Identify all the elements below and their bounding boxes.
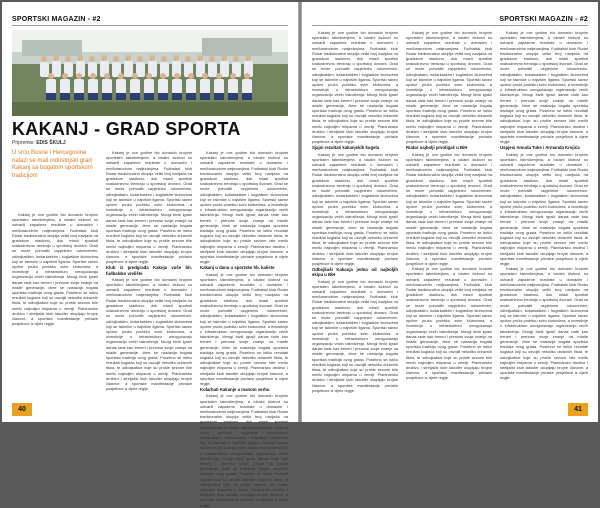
right-page <box>302 2 598 422</box>
body-paragraph: Kakanj je ove godine bio domaćin brojnim sportskim takmičenjima, a lokalni klubovi su ostvarili zapažene rezultate u domaćim i međunarodnim natjecanjima. Fudbalski klub Rudar tradicionalno okuplja veliki broj navijača na gradskom stadionu, dok mladi sportisti svakodnevno treniraju u sportskoj dvorani. Grad se može pohvaliti uspješnim rukometnim, odbojkaškim, košarkaškim i kuglaškim klubovima koji se takmiče u najvišim ligama. Sportski savez općine pruža podršku svim klubovima, a investicije u infrastrukturu omogućavaju organizaciju većih takmičenja. Mnogi bivši igrači danas rade kao treneri i prenose svoje znanje na mlađe generacije, čime se nastavlja bogata sportska tradicija ovog grada. Posebno se ističu rezultati kuglača koji su osvojili nekoliko državnih titula, te odbojkašice koje su prošle sezone bile među najboljim ekipama u zemlji. Planinarsko društvo i streljački klub također okupljaju brojne članove, a sportske manifestacije privlače posjetioce iz cijele regije. <box>500 151 588 266</box>
article-lead: U srcu Bosne i Hercegovine nalazi se mali industrijski grad Kakanj sa bogatom sportskom tradicijom <box>12 150 93 179</box>
body-paragraph: Kakanj je ove godine bio domaćin brojnim sportskim takmičenjima, a lokalni klubovi su ostvarili zapažene rezultate u domaćim i međunarodnim natjecanjima. Fudbalski klub Rudar tradicionalno okuplja veliki broj navijača na gradskom stadionu, dok mladi sportisti svakodnevno treniraju u sportskoj dvorani. Grad se može pohvaliti uspješnim rukometnim, odbojkaškim, košarkaškim i kuglaškim klubovima koji se takmiče u najvišim ligama. Sportski savez općine pruža podršku svim klubovima, a investicije u infrastrukturu omogućavaju organizaciju većih takmičenja. Mnogi bivši igrači danas rade kao treneri i prenose svoje znanje na mlađe generacije, čime se nastavlja bogata sportska tradicija ovog grada. Posebno se ističu rezultati kuglača koji su osvojili nekoliko državnih titula, te odbojkašice koje su prošle sezone bile među najboljim ekipama u zemlji. Planinarsko društvo i streljački klub također okupljaju brojne članove, a sportske manifestacije privlače posjetioce iz cijele regije. <box>312 30 398 145</box>
text-column <box>106 150 192 402</box>
subheading: Uspjesi Amuda Tuke i Armanda Krojića <box>500 145 580 151</box>
body-paragraph: Kakanj je ove godine bio domaćin brojnim sportskim takmičenjima, a lokalni klubovi su ostvarili zapažene rezultate u domaćim i međunarodnim natjecanjima. Fudbalski klub Rudar tradicionalno okuplja veliki broj navijača na gradskom stadionu, dok mladi sportisti svakodnevno treniraju u sportskoj dvorani. Grad se može pohvaliti uspješnim rukometnim, odbojkaškim, košarkaškim i kuglaškim klubovima koji se takmiče u najvišim ligama. Sportski savez općine pruža podršku svim klubovima, a investicije u infrastrukturu omogućavaju organizaciju većih takmičenja. Mnogi bivši igrači danas rade kao treneri i prenose svoje znanje na mlađe generacije, čime se nastavlja bogata sportska tradicija ovog grada. Posebno se ističu rezultati kuglača koji su osvojili nekoliko državnih titula, te odbojkašice koje su prošle sezone bile među najboljim ekipama u zemlji. Planinarsko društvo i streljački klub također okupljaju brojne članove, a sportske manifestacije privlače posjetioce iz cijele regije. <box>312 278 398 393</box>
body-paragraph: Kakanj je ove godine bio domaćin brojnim sportskim takmičenjima, a lokalni klubovi su ostvarili zapažene rezultate u domaćim i međunarodnim natjecanjima. Fudbalski klub Rudar tradicionalno okuplja veliki broj navijača na gradskom stadionu, dok mladi sportisti svakodnevno treniraju u sportskoj dvorani. Grad se može pohvaliti uspješnim rukometnim, odbojkaškim, košarkaškim i kuglaškim klubovima koji se takmiče u najvišim ligama. Sportski savez općine pruža podršku svim klubovima, a investicije u infrastrukturu omogućavaju organizaciju većih takmičenja. Mnogi bivši igrači danas rade kao treneri i prenose svoje znanje na mlađe generacije, čime se nastavlja bogata sportska tradicija ovog grada. Posebno se ističu rezultati kuglača koji su osvojili nekoliko državnih titula, te odbojkašice koje su prošle sezone bile među najboljim ekipama u zemlji. Planinarsko društvo i streljački klub također okupljaju brojne članove, a sportske manifestacije privlače posjetioce iz cijele regije. <box>200 393 288 508</box>
text-column <box>500 30 588 402</box>
body-paragraph: Kakanj je ove godine bio domaćin brojnim sportskim takmičenjima, a lokalni klubovi su ostvarili zapažene rezultate u domaćim i međunarodnim natjecanjima. Fudbalski klub Rudar tradicionalno okuplja veliki broj navijača na gradskom stadionu, dok mladi sportisti svakodnevno treniraju u sportskoj dvorani. Grad se može pohvaliti uspješnim rukometnim, odbojkaškim, košarkaškim i kuglaškim klubovima koji se takmiče u najvišim ligama. Sportski savez općine pruža podršku svim klubovima, a investicije u infrastrukturu omogućavaju organizaciju većih takmičenja. Mnogi bivši igrači danas rade kao treneri i prenose svoje znanje na mlađe generacije, čime se nastavlja bogata sportska tradicija ovog grada. Posebno se ističu rezultati kuglača koji su osvojili nekoliko državnih titula, te odbojkašice koje su prošle sezone bile među najboljim ekipama u zemlji. Planinarsko društvo i streljački klub također okupljaju brojne članove, a sportske manifestacije privlače posjetioce iz cijele regije. <box>200 271 288 386</box>
subheading: Sjajni rezultati kakanjskih kugela <box>312 145 380 151</box>
body-paragraph: Kakanj je ove godine bio domaćin brojnim sportskim takmičenjima, a lokalni klubovi su ostvarili zapažene rezultate u domaćim i međunarodnim natjecanjima. Fudbalski klub Rudar tradicionalno okuplja veliki broj navijača na gradskom stadionu, dok mladi sportisti svakodnevno treniraju u sportskoj dvorani. Grad se može pohvaliti uspješnim rukometnim, odbojkaškim, košarkaškim i kuglaškim klubovima koji se takmiče u najvišim ligama. Sportski savez općine pruža podršku svim klubovima, a investicije u infrastrukturu omogućavaju organizaciju većih takmičenja. Mnogi bivši igrači danas rade kao treneri i prenose svoje znanje na mlađe generacije, čime se nastavlja bogata sportska tradicija ovog grada. Posebno se ističu rezultati kuglača koji su osvojili nekoliko državnih titula, te odbojkašice koje su prošle sezone bile među najboljim ekipama u zemlji. Planinarsko društvo i streljački klub također okupljaju brojne članove, a sportske manifestacije privlače posjetioce iz cijele regije. <box>406 151 492 266</box>
text-column <box>406 30 492 402</box>
left-page <box>2 2 298 508</box>
page-number: 41 <box>568 403 588 416</box>
body-paragraph: Kakanj je ove godine bio domaćin brojnim sportskim takmičenjima, a lokalni klubovi su ostvarili zapažene rezultate u domaćim i međunarodnim natjecanjima. Fudbalski klub Rudar tradicionalno okuplja veliki broj navijača na gradskom stadionu, dok mladi sportisti svakodnevno treniraju u sportskoj dvorani. Grad se može pohvaliti uspješnim rukometnim, odbojkaškim, košarkaškim i kuglaškim klubovima koji se takmiče u najvišim ligama. Sportski savez općine pruža podršku svim klubovima, a investicije u infrastrukturu omogućavaju organizaciju većih takmičenja. Mnogi bivši igrači danas rade kao treneri i prenose svoje znanje na mlađe generacije, čime se nastavlja bogata sportska tradicija ovog grada. Posebno se ističu rezultati kuglača koji su osvojili nekoliko državnih titula, te odbojkašice koje su prošle sezone bile među najboljim ekipama u zemlji. Planinarsko društvo i streljački klub također okupljaju brojne članove, a sportske manifestacije privlače posjetioce iz cijele regije. <box>106 150 192 265</box>
page-header: SPORTSKI MAGAZIN - #2 <box>499 16 588 23</box>
subheading: Kolarbati Kakanje u manom verhu <box>200 387 270 393</box>
article-title: KAKANJ - GRAD SPORTA <box>12 119 241 139</box>
team-photo <box>12 30 288 116</box>
author-name: EDIS ŠKULJ <box>36 140 66 146</box>
body-paragraph: Kakanj je ove godine bio domaćin brojnim sportskim takmičenjima, a lokalni klubovi su ostvarili zapažene rezultate u domaćim i međunarodnim natjecanjima. Fudbalski klub Rudar tradicionalno okuplja veliki broj navijača na gradskom stadionu, dok mladi sportisti svakodnevno treniraju u sportskoj dvorani. Grad se može pohvaliti uspješnim rukometnim, odbojkaškim, košarkaškim i kuglaškim klubovima koji se takmiče u najvišim ligama. Sportski savez općine pruža podršku svim klubovima, a investicije u infrastrukturu omogućavaju organizaciju većih takmičenja. Mnogi bivši igrači danas rade kao treneri i prenose svoje znanje na mlađe generacije, čime se nastavlja bogata sportska tradicija ovog grada. Posebno se ističu rezultati kuglača koji su osvojili nekoliko državnih titula, te odbojkašice koje su prošle sezone bile među najboljim ekipama u zemlji. Planinarsko društvo i streljački klub također okupljaju brojne članove, a sportske manifestacije privlače posjetioce iz cijele regije. <box>500 266 588 381</box>
page-number: 40 <box>12 403 32 416</box>
subheading: Odbojkaši Kakanja jedna od najboljih ekipa u BiH <box>312 267 398 278</box>
author-prefix: Pripremio: <box>12 140 35 146</box>
subheading: Rudar najbolji prvoligaš u BiH <box>406 145 468 151</box>
subheading: Klub iz predgrađa Kaknja vuče bh. fudbalsko vrelište <box>106 265 192 276</box>
text-column <box>312 30 398 402</box>
body-paragraph: Kakanj je ove godine bio domaćin brojnim sportskim takmičenjima, a lokalni klubovi su ostvarili zapažene rezultate u domaćim i međunarodnim natjecanjima. Fudbalski klub Rudar tradicionalno okuplja veliki broj navijača na gradskom stadionu, dok mladi sportisti svakodnevno treniraju u sportskoj dvorani. Grad se može pohvaliti uspješnim rukometnim, odbojkaškim, košarkaškim i kuglaškim klubovima koji se takmiče u najvišim ligama. Sportski savez općine pruža podršku svim klubovima, a investicije u infrastrukturu omogućavaju organizaciju većih takmičenja. Mnogi bivši igrači danas rade kao treneri i prenose svoje znanje na mlađe generacije, čime se nastavlja bogata sportska tradicija ovog grada. Posebno se ističu rezultati kuglača koji su osvojili nekoliko državnih titula, te odbojkašice koje su prošle sezone bile među najboljim ekipama u zemlji. Planinarsko društvo i streljački klub također okupljaju brojne članove, a sportske manifestacije privlače posjetioce iz cijele regije. <box>312 151 398 266</box>
page-header: SPORTSKI MAGAZIN - #2 <box>12 16 101 23</box>
text-column <box>200 150 288 508</box>
text-column <box>12 212 98 402</box>
header-rule <box>312 25 588 26</box>
team-photo-illustration <box>12 30 288 116</box>
subheading: Kakanj u danu u sportske hb. kaliste <box>200 265 275 271</box>
body-paragraph: Kakanj je ove godine bio domaćin brojnim sportskim takmičenjima, a lokalni klubovi su ostvarili zapažene rezultate u domaćim i međunarodnim natjecanjima. Fudbalski klub Rudar tradicionalno okuplja veliki broj navijača na gradskom stadionu, dok mladi sportisti svakodnevno treniraju u sportskoj dvorani. Grad se može pohvaliti uspješnim rukometnim, odbojkaškim, košarkaškim i kuglaškim klubovima koji se takmiče u najvišim ligama. Sportski savez općine pruža podršku svim klubovima, a investicije u infrastrukturu omogućavaju organizaciju većih takmičenja. Mnogi bivši igrači danas rade kao treneri i prenose svoje znanje na mlađe generacije, čime se nastavlja bogata sportska tradicija ovog grada. Posebno se ističu rezultati kuglača koji su osvojili nekoliko državnih titula, te odbojkašice koje su prošle sezone bile među najboljim ekipama u zemlji. Planinarsko društvo i streljački klub također okupljaju brojne članove, a sportske manifestacije privlače posjetioce iz cijele regije. <box>500 30 588 145</box>
body-paragraph: Kakanj je ove godine bio domaćin brojnim sportskim takmičenjima, a lokalni klubovi su ostvarili zapažene rezultate u domaćim i međunarodnim natjecanjima. Fudbalski klub Rudar tradicionalno okuplja veliki broj navijača na gradskom stadionu, dok mladi sportisti svakodnevno treniraju u sportskoj dvorani. Grad se može pohvaliti uspješnim rukometnim, odbojkaškim, košarkaškim i kuglaškim klubovima koji se takmiče u najvišim ligama. Sportski savez općine pruža podršku svim klubovima, a investicije u infrastrukturu omogućavaju organizaciju većih takmičenja. Mnogi bivši igrači danas rade kao treneri i prenose svoje znanje na mlađe generacije, čime se nastavlja bogata sportska tradicija ovog grada. Posebno se ističu rezultati kuglača koji su osvojili nekoliko državnih titula, te odbojkašice koje su prošle sezone bile među najboljim ekipama u zemlji. Planinarsko društvo i streljački klub također okupljaju brojne članove, a sportske manifestacije privlače posjetioce iz cijele regije. <box>106 276 192 392</box>
body-paragraph: Kakanj je ove godine bio domaćin brojnim sportskim takmičenjima, a lokalni klubovi su ostvarili zapažene rezultate u domaćim i međunarodnim natjecanjima. Fudbalski klub Rudar tradicionalno okuplja veliki broj navijača na gradskom stadionu, dok mladi sportisti svakodnevno treniraju u sportskoj dvorani. Grad se može pohvaliti uspješnim rukometnim, odbojkaškim, košarkaškim i kuglaškim klubovima koji se takmiče u najvišim ligama. Sportski savez općine pruža podršku svim klubovima, a investicije u infrastrukturu omogućavaju organizaciju većih takmičenja. Mnogi bivši igrači danas rade kao treneri i prenose svoje znanje na mlađe generacije, čime se nastavlja bogata sportska tradicija ovog grada. Posebno se ističu rezultati kuglača koji su osvojili nekoliko državnih titula, te odbojkašice koje su prošle sezone bile među najboljim ekipama u zemlji. Planinarsko društvo i streljački klub također okupljaju brojne članove, a sportske manifestacije privlače posjetioce iz cijele regije. <box>406 30 492 145</box>
body-paragraph: Kakanj je ove godine bio domaćin brojnim sportskim takmičenjima, a lokalni klubovi su ostvarili zapažene rezultate u domaćim i međunarodnim natjecanjima. Fudbalski klub Rudar tradicionalno okuplja veliki broj navijača na gradskom stadionu, dok mladi sportisti svakodnevno treniraju u sportskoj dvorani. Grad se može pohvaliti uspješnim rukometnim, odbojkaškim, košarkaškim i kuglaškim klubovima koji se takmiče u najvišim ligama. Sportski savez općine pruža podršku svim klubovima, a investicije u infrastrukturu omogućavaju organizaciju većih takmičenja. Mnogi bivši igrači danas rade kao treneri i prenose svoje znanje na mlađe generacije, čime se nastavlja bogata sportska tradicija ovog grada. Posebno se ističu rezultati kuglača koji su osvojili nekoliko državnih titula, te odbojkašice koje su prošle sezone bile među najboljim ekipama u zemlji. Planinarsko društvo i streljački klub također okupljaju brojne članove, a sportske manifestacije privlače posjetioce iz cijele regije. <box>12 212 98 327</box>
author-line <box>12 140 66 146</box>
body-paragraph: Kakanj je ove godine bio domaćin brojnim sportskim takmičenjima, a lokalni klubovi su ostvarili zapažene rezultate u domaćim i međunarodnim natjecanjima. Fudbalski klub Rudar tradicionalno okuplja veliki broj navijača na gradskom stadionu, dok mladi sportisti svakodnevno treniraju u sportskoj dvorani. Grad se može pohvaliti uspješnim rukometnim, odbojkaškim, košarkaškim i kuglaškim klubovima koji se takmiče u najvišim ligama. Sportski savez općine pruža podršku svim klubovima, a investicije u infrastrukturu omogućavaju organizaciju većih takmičenja. Mnogi bivši igrači danas rade kao treneri i prenose svoje znanje na mlađe generacije, čime se nastavlja bogata sportska tradicija ovog grada. Posebno se ističu rezultati kuglača koji su osvojili nekoliko državnih titula, te odbojkašice koje su prošle sezone bile među najboljim ekipama u zemlji. Planinarsko društvo i streljački klub također okupljaju brojne članove, a sportske manifestacije privlače posjetioce iz cijele regije. <box>200 150 288 265</box>
header-rule <box>12 25 288 26</box>
body-paragraph: Kakanj je ove godine bio domaćin brojnim sportskim takmičenjima, a lokalni klubovi su ostvarili zapažene rezultate u domaćim i međunarodnim natjecanjima. Fudbalski klub Rudar tradicionalno okuplja veliki broj navijača na gradskom stadionu, dok mladi sportisti svakodnevno treniraju u sportskoj dvorani. Grad se može pohvaliti uspješnim rukometnim, odbojkaškim, košarkaškim i kuglaškim klubovima koji se takmiče u najvišim ligama. Sportski savez općine pruža podršku svim klubovima, a investicije u infrastrukturu omogućavaju organizaciju većih takmičenja. Mnogi bivši igrači danas rade kao treneri i prenose svoje znanje na mlađe generacije, čime se nastavlja bogata sportska tradicija ovog grada. Posebno se ističu rezultati kuglača koji su osvojili nekoliko državnih titula, te odbojkašice koje su prošle sezone bile među najboljim ekipama u zemlji. Planinarsko društvo i streljački klub također okupljaju brojne članove, a sportske manifestacije privlače posjetioce iz cijele regije. <box>406 266 492 381</box>
